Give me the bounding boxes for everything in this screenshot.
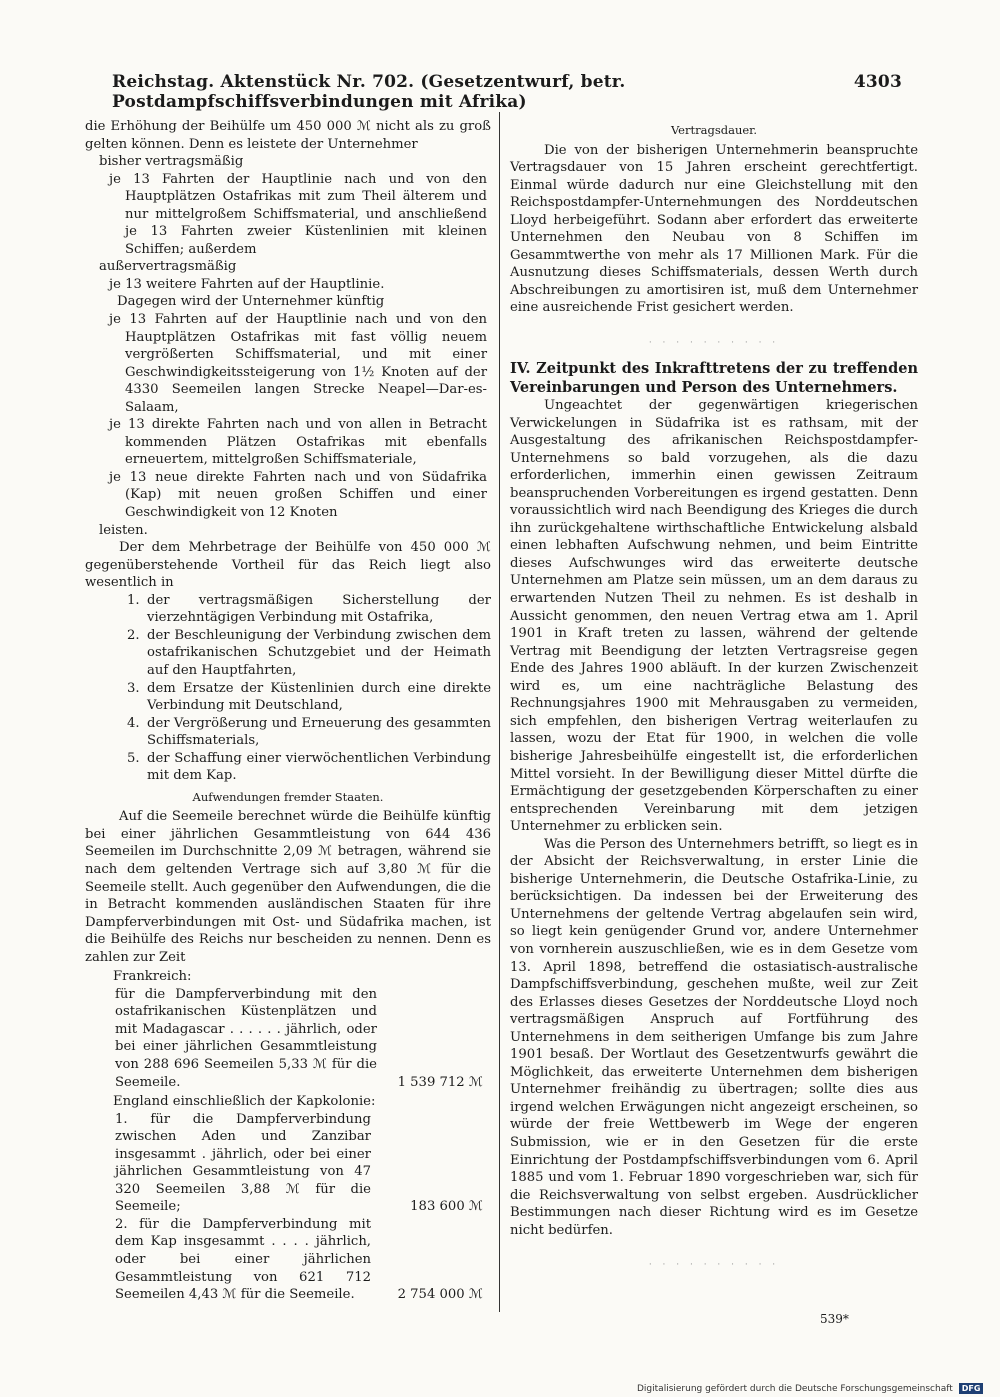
country-label: England einschließlich der Kapkolonie: (113, 1094, 376, 1110)
expense-amount: 1 539 712 ℳ (397, 1074, 483, 1090)
benefit-list (85, 592, 491, 785)
document-signature: 539* (820, 1312, 849, 1326)
expense-text: 2. für die Dampferverbindung mit dem Kap insgesammt . . . . jährlich, oder bei einer jährlichen Gesammtleistung von 621 712 Seemeilen 4,43 ℳ für die Seemeile. (115, 1216, 371, 1303)
paragraph: bisher vertragsmäßig (99, 154, 244, 170)
subheading: Vertragsdauer. (670, 123, 758, 137)
list-item: 5. der Schaffung einer vierwöchentlichen Verbindung mit dem Kap. (127, 750, 491, 784)
paragraph: je 13 weitere Fahrten auf der Hauptlinie. (109, 276, 385, 292)
expense-text: 1. für die Dampferverbindung zwischen Aden und Zanzibar insgesammt . jährlich, oder bei einer jährlichen Gesammtleistung von 47 320 Seemeilen 3,88 ℳ für die Seemeile; (115, 1111, 371, 1215)
paragraph: Was die Person des Unternehmers betrifft, so liegt es in der Absicht der Reichsverwaltung, in erster Linie die bisherige Unternehmerin, die Deutsche Ostafrika-Linie, zu berücksichtigen. Da indessen bei der Erweiterung des Unternehmens der geltende Vertrag abgelaufen sein wird, so liegt kein genügender Grund vor, andere Unternehmer von vornherein auszuschließen, wie es in dem Gesetze vom 13. April 1898, betreffend die ostasiatisch-australische Dampfschiffsverbindung, geschehen mußte, weil zur Zeit des Erlasses dieses Gesetzes der Norddeutsche Lloyd noch vertragsmäßigen Anspruch auf Fortführung des Unternehmens in dem seitherigen Umfange bis zum Jahre 1901 besaß. Der Wortlaut des Gesetzentwurfs gewährt die Möglichkeit, das erweiterte Unternehmen dem bisherigen Unternehmer freihändig zu übertragen; sollte dies aus irgend welchen Erwägungen nicht angezeigt erscheinen, so würde der freie Wettbewerb im Wege der engeren Submission, wie er in den Gesetzen für die erste Einrichtung der Postdampfschiffsverbindungen vom 6. April 1885 und vom 1. Februar 1890 vorgeschrieben war, sich für die Reichsverwaltung von selbst ergeben. Ausdrücklicher Bestimmungen nach dieser Richtung wird es im Gesetze nicht bedürfen. (510, 836, 918, 1238)
paragraph: Ungeachtet der gegenwärtigen kriegerischen Verwickelungen in Südafrika ist es rathsam, mit der Ausgestaltung des afrikanischen Reichspostdampfer-Unternehmens so bald vorzugehen, als die dazu erforderlichen, immerhin einen gewissen Zeitraum beanspruchenden Vorbereitungen es irgend gestatten. Denn voraussichtlich wird nach Beendigung des Krieges die durch ihn zurückgehaltene wirthschaftliche Entwickelung alsbald einen lebhaften Aufschwung nehmen, und beim Eintritte dieses Aufschwunges wird das erweiterte deutsche Unternehmen am Platze sein müssen, um an dem daraus zu erwartenden Nutzen Theil zu nehmen. Es ist deshalb in Aussicht genommen, den neuen Vertrag etwa am 1. April 1901 in Kraft treten zu lassen, während der geltende Vertrag mit Beendigung der letzten Vertragsreise gegen Ende des Jahres 1900 abläuft. In der kurzen Zwischenzeit wird es, um eine nachträgliche Belastung des Rechnungsjahres 1900 mit Mehrausgaben zu vermeiden, sich empfehlen, den bisherigen Vertrag weiterlaufen zu lassen, wozu der Etat für 1900, in welchen die volle bisherige Jahresbeihülfe eingestellt ist, die erforderlichen Mittel vorsieht. In der Bewilligung dieser Mittel dürfte die Ermächtigung der gesetzgebenden Körperschaften zu einer entsprechenden Vereinbarung mit dem jetzigen Unternehmer zu erblicken sein. (510, 398, 918, 835)
paragraph: Der dem Mehrbetrage der Beihülfe von 450 000 ℳ gegenüberstehende Vortheil für das Reich liegt also wesentlich in (85, 540, 491, 591)
country-label: Frankreich: (113, 969, 192, 985)
left-column (85, 118, 491, 1304)
running-header (112, 72, 902, 112)
footer-text: Digitalisierung gefördert durch die Deutsche Forschungsgemeinschaft (637, 1383, 953, 1394)
paragraph: außervertragsmäßig (99, 259, 237, 275)
list-item: 4. der Vergrößerung und Erneuerung des gesammten Schiffsmaterials, (127, 715, 491, 749)
list-item: 3. dem Ersatze der Küstenlinien durch eine direkte Verbindung mit Deutschland, (127, 680, 491, 714)
section-separator: · · · · · · · · · · (648, 338, 780, 349)
paragraph: je 13 neue direkte Fahrten nach und von Südafrika (Kap) mit neuen großen Schiffen und einer Geschwindigkeit von 12 Knoten (109, 469, 487, 521)
right-column (510, 118, 918, 1281)
paragraph: leisten. (99, 522, 148, 538)
paragraph: Auf die Seemeile berechnet würde die Beihülfe künftig bei einer jährlichen Gesammtleistung von 644 436 Seemeilen im Durchschnitte 2,09 ℳ betragen, während sie nach dem geltenden Vertrage sich auf 3,80 ℳ für die Seemeile stellt. Auch gegenüber den Aufwendungen, die die in Betracht kommenden ausländischen Staaten für ihre Dampferverbindungen mit Ost- und Südafrika machen, ist die Beihülfe des Reichs nur bescheiden zu nennen. Denn es zahlen zur Zeit (85, 809, 491, 965)
list-item: 1. der vertragsmäßigen Sicherstellung der vierzehntägigen Verbindung mit Ostafrika, (127, 592, 491, 626)
paragraph: je 13 direkte Fahrten nach und von allen in Betracht kommenden Plätzen Ostafrikas mit ebenfalls erneuertem, mittelgroßen Schiffsmateriale, (109, 417, 487, 468)
list-item: 2. der Beschleunigung der Verbindung zwischen dem ostafrikanischen Schutzgebiet und der Heimath auf den Hauptfahrten, (127, 627, 491, 678)
section-heading: IV. Zeitpunkt des Inkrafttretens der zu treffenden Vereinbarungen und Person des Unternehmers. (510, 360, 918, 397)
paragraph: je 13 Fahrten der Hauptlinie nach und von den Hauptplätzen Ostafrikas mit zum Theil älterem und nur mittelgroßem Schiffsmaterial, und anschließend je 13 Fahrten zweier Küstenlinien mit kleinen Schiffen; außerdem (109, 171, 487, 257)
paragraph: die Erhöhung der Beihülfe um 450 000 ℳ nicht als zu groß gelten können. Denn es leistete der Unternehmer (85, 119, 491, 152)
expense-entry (85, 986, 491, 1091)
expense-amount: 2 754 000 ℳ (397, 1287, 483, 1303)
subheading: Aufwendungen fremder Staaten. (192, 789, 384, 804)
paragraph: Dagegen wird der Unternehmer künftig (117, 294, 385, 310)
expense-text: für die Dampferverbindung mit den ostafrikanischen Küstenplätzen und mit Madagascar . . . . . . jährlich, oder bei einer jährlichen Gesammtleistung von 288 696 Seemeilen 5,33 ℳ für die Seemeile. (115, 986, 377, 1090)
page-number: 4303 (853, 72, 902, 92)
running-head-title: Reichstag. Aktenstück Nr. 702. (Gesetzentwurf, betr. Postdampfschiffsverbindungen mit Afrika) (112, 72, 626, 112)
expense-entry (85, 1111, 491, 1216)
dfg-logo-icon: DFG (959, 1383, 984, 1394)
section-separator: · · · · · · · · · · (648, 1260, 780, 1271)
footer (637, 1383, 983, 1394)
expense-amount: 183 600 ℳ (410, 1199, 483, 1215)
column-divider (499, 112, 500, 1312)
expense-entry (85, 1216, 491, 1304)
paragraph: Die von der bisherigen Unternehmerin beanspruchte Vertragsdauer von 15 Jahren erscheint gerechtfertigt. Einmal würde dadurch nur eine Gleichstellung mit den Reichspostdampfer-Unternehmungen des Norddeutschen Lloyd herbeigeführt. Sodann aber erfordert das erweiterte Unternehmen den Neubau von 8 Schiffen im Gesammtwerthe von mehr als 17 Millionen Mark. Für die Ausnutzung dieses Schiffsmaterials, dessen Werth durch Abschreibungen zu amortisiren ist, muß dem Unternehmer eine ausreichende Frist gesichert werden. (510, 142, 918, 316)
paragraph: je 13 Fahrten auf der Hauptlinie nach und von den Hauptplätzen Ostafrikas mit fast völlig neuem vergrößerten Schiffsmaterial, und mit einer Geschwindigkeitssteigerung von 1½ Knoten auf der 4330 Seemeilen langen Strecke Neapel—Dar-es-Salaam, (109, 312, 487, 415)
